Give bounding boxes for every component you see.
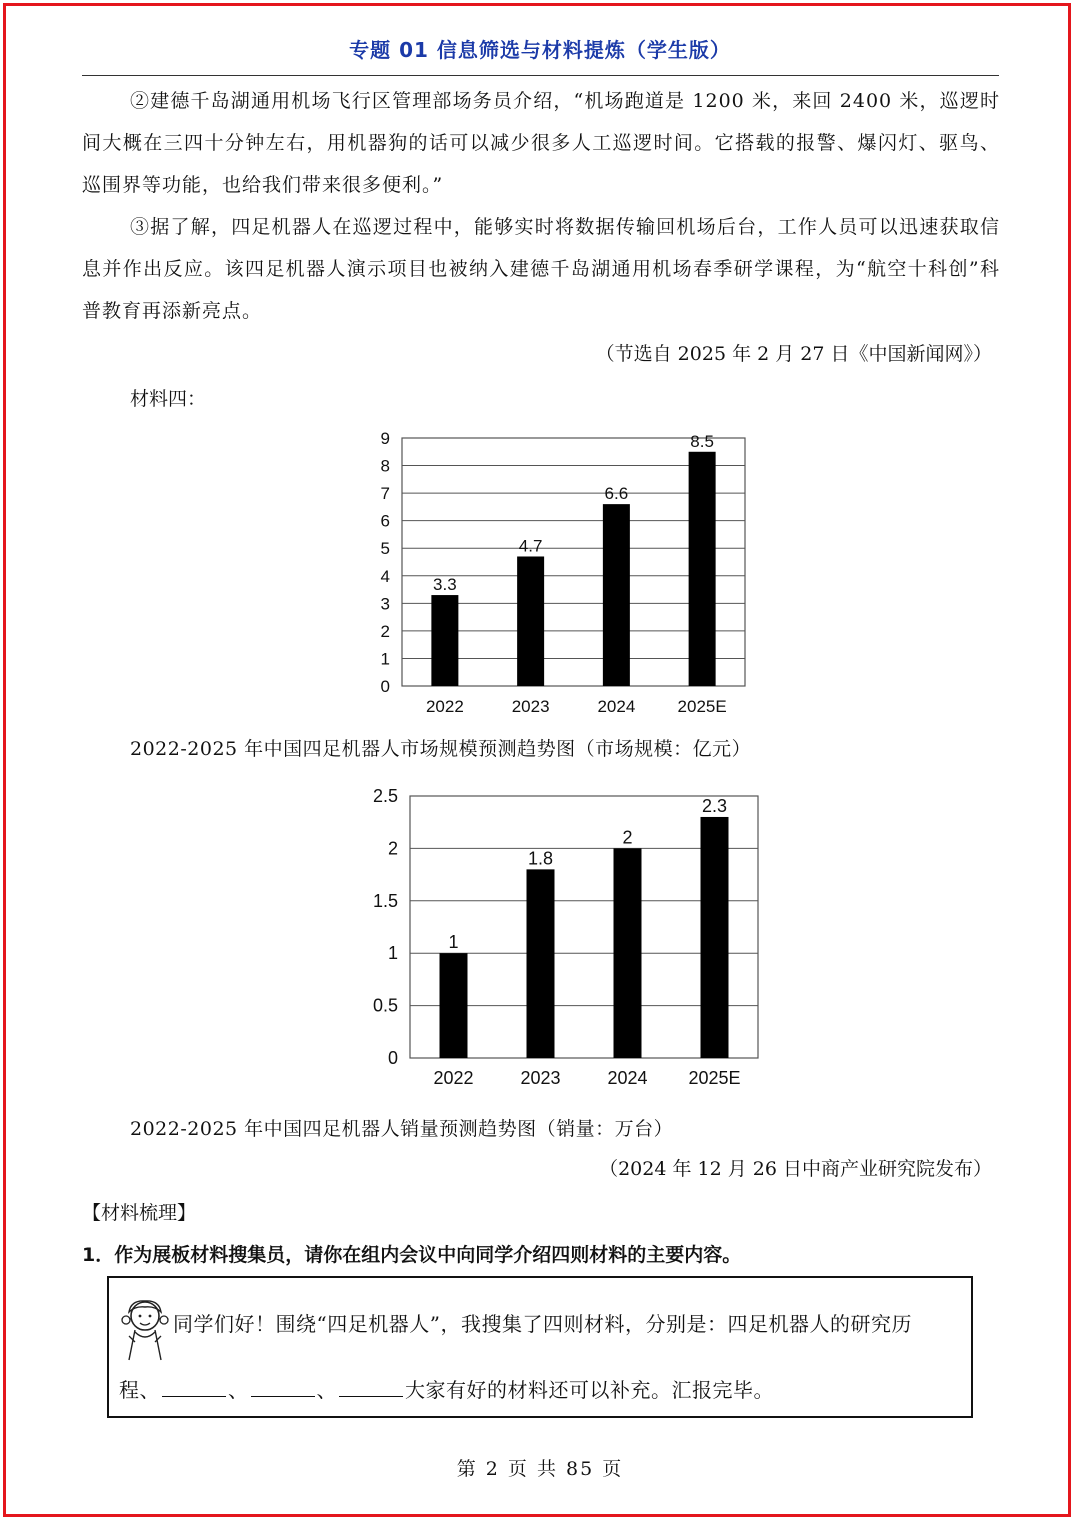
- y-tick-label: 0: [387, 1048, 398, 1068]
- y-tick-label: 3: [380, 594, 390, 614]
- source-citation-1: （节选自 2025 年 2 月 27 日《中国新闻网》）: [595, 343, 992, 365]
- y-tick-label: 0.5: [372, 995, 398, 1016]
- data-label: 1: [448, 932, 459, 953]
- question-1: 1．作为展板材料搜集员，请你在组内会议中向同学介绍四则材料的主要内容。: [82, 1244, 742, 1266]
- x-tick-label: 2022: [425, 697, 464, 716]
- y-tick-label: 5: [380, 539, 390, 559]
- bar-2025E: [689, 452, 716, 686]
- page-footer: 第 2 页 共 85 页: [456, 1458, 624, 1480]
- chart-1-caption: 2022-2025 年中国四足机器人市场规模预测趋势图（市场规模：亿元）: [130, 738, 752, 760]
- source-citation-2: （2024 年 12 月 26 日中商产业研究院发布）: [599, 1158, 992, 1180]
- answer-sep-2: 、: [316, 1378, 337, 1402]
- data-label: 2.3: [701, 795, 728, 816]
- y-tick-label: 1: [387, 943, 398, 964]
- y-tick-label: 0: [380, 677, 390, 696]
- y-tick-label: 1: [380, 649, 390, 669]
- bar-2025E: [701, 817, 729, 1058]
- answer-blank-1[interactable]: [162, 1378, 226, 1397]
- header-divider: [82, 75, 999, 76]
- x-tick-label: 2023: [511, 697, 550, 716]
- y-tick-label: 2.5: [372, 786, 398, 806]
- y-tick-label: 6: [380, 511, 390, 531]
- bar-2023: [527, 869, 555, 1058]
- bar-2023: [517, 556, 544, 686]
- market-size-bar-chart: [362, 425, 762, 725]
- data-label: 8.5: [690, 431, 714, 451]
- y-tick-label: 9: [380, 429, 390, 448]
- answer-box: [107, 1276, 973, 1418]
- y-tick-label: 2: [387, 838, 398, 859]
- answer-blank-3[interactable]: [339, 1378, 403, 1397]
- data-label: 4.7: [518, 536, 543, 556]
- x-tick-label: 2024: [607, 1068, 648, 1088]
- bar-2024: [603, 504, 630, 686]
- answer-text-line-2: [119, 1374, 774, 1403]
- x-tick-label: 2022: [433, 1068, 474, 1088]
- section-title: 【材料梳理】: [82, 1202, 197, 1224]
- bar-2024: [614, 848, 642, 1058]
- answer-blank-2[interactable]: [251, 1378, 315, 1397]
- y-tick-label: 1.5: [372, 890, 398, 911]
- answer-line2-start: 程、: [119, 1378, 160, 1402]
- data-label: 2: [622, 827, 633, 848]
- answer-sep-1: 、: [228, 1378, 249, 1402]
- y-tick-label: 7: [380, 484, 390, 504]
- y-tick-label: 2: [380, 621, 390, 641]
- chart-2-caption: 2022-2025 年中国四足机器人销量预测趋势图（销量：万台）: [130, 1118, 674, 1140]
- y-tick-label: 4: [380, 566, 390, 586]
- x-tick-label: 2025E: [677, 697, 727, 716]
- y-tick-label: 8: [380, 456, 390, 476]
- x-tick-label: 2023: [520, 1068, 561, 1088]
- paragraph-3: ③据了解，四足机器人在巡逻过程中，能够实时将数据传输回机场后台，工作人员可以迅速获取信息并作出反应。该四足机器人演示项目也被纳入建德千岛湖通用机场春季研学课程，为“航空十科创”科普教育再添新亮点。: [82, 216, 1000, 322]
- material-4-label: 材料四：: [130, 388, 207, 410]
- bar-2022: [431, 595, 458, 686]
- data-label: 1.8: [527, 848, 554, 869]
- page-header-title: 专题 01 信息筛选与材料提炼（学生版）: [349, 38, 731, 62]
- data-label: 6.6: [604, 484, 629, 504]
- sales-volume-bar-chart: [358, 782, 768, 1094]
- paragraph-2: ②建德千岛湖通用机场飞行区管理部场务员介绍，“机场跑道是 1200 米，来回 2400 米，巡逻时间大概在三四十分钟左右，用机器狗的话可以减少很多人工巡逻时间。它搭载的报警、爆闪灯、驱鸟、巡围界等功能，也给我们带来很多便利。”: [82, 90, 1000, 196]
- answer-text-line-1: 同学们好！围绕“四足机器人”，我搜集了四则材料，分别是：四足机器人的研究历: [173, 1312, 912, 1336]
- student-avatar-icon: [117, 1296, 173, 1362]
- data-label: 3.3: [433, 575, 457, 595]
- answer-line2-end: 大家有好的材料还可以补充。汇报完毕。: [405, 1378, 774, 1402]
- bar-2022: [440, 953, 468, 1058]
- x-tick-label: 2024: [597, 697, 636, 716]
- x-tick-label: 2025E: [688, 1068, 741, 1088]
